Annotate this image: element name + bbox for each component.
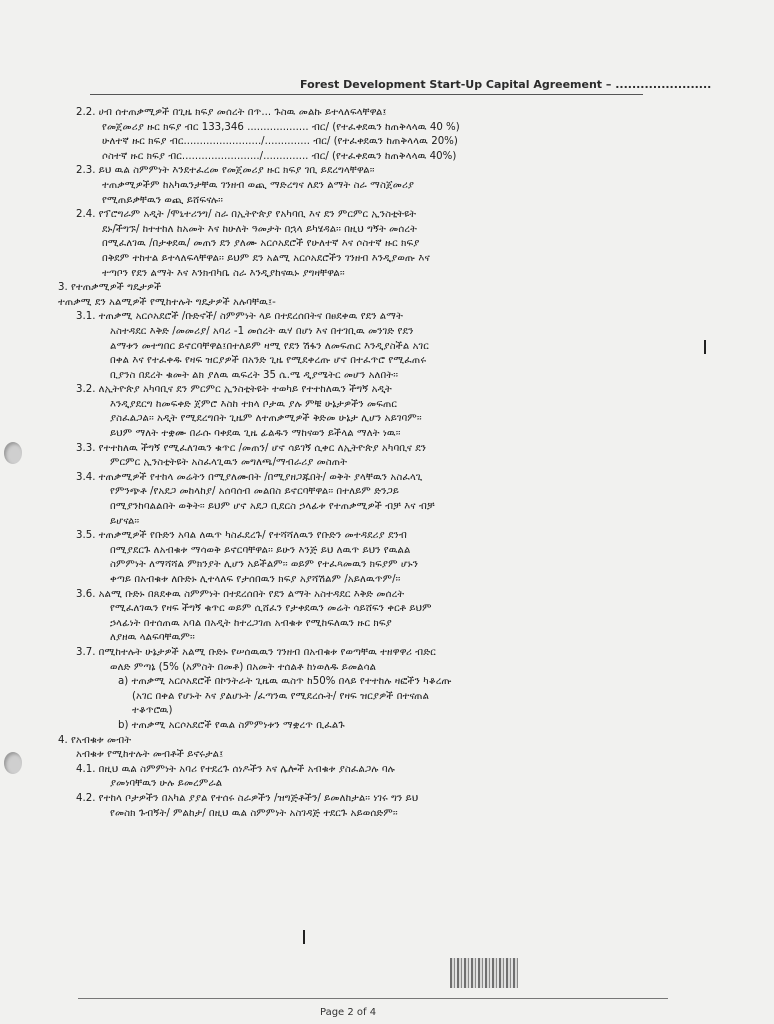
body-line: በሚያደርጉ ለአብቁቱ ማሳወቅ ይኖርባቸዋል፡፡ ይሁን እንጅ ይህ ለዉጥ ይህን የዉልል bbox=[110, 544, 411, 556]
page-number: Page 2 of 4 bbox=[320, 1007, 377, 1018]
body-line: አብቁቱ የሚከተሉት መብቶች ይኖሩታል፤ bbox=[76, 749, 224, 761]
agreement-body bbox=[58, 106, 656, 821]
header-divider bbox=[90, 94, 643, 95]
body-line: ለያዘዉ ላልፍባቸዉም፡፡ bbox=[110, 632, 195, 644]
body-line: ኃላፊነት በተሰጠዉ አባል በአዲት ከተረጋገጠ አብቁቱ የሚከፍለዉን ዙር ክፍያ bbox=[110, 617, 392, 629]
body-line: አስተዳደር እቅድ /መመሪያ/ አባሪ -1 መሰረት ዉሃ በሆነ እና በተገቢዉ መንገድ የደን bbox=[110, 325, 414, 337]
body-line: ሶስተኛ ዙር ክፍያ ብር......................../.............. ብር/ (የተፈቀደዉን ከጠቅላላዉ 40%) bbox=[102, 150, 457, 162]
body-line: ሁለተኛ ዙር ክፍያ ብር......................../.............. ብር/ (የተፈቀደዉን ከጠቅላላዉ 20%) bbox=[102, 136, 458, 148]
body-line: ተጣቦን የደን ልማት እና እንክብካቤ ስራ እንዲያከናዉኑ ያግዛቸዋል፡፡ bbox=[102, 267, 345, 279]
body-line: 3.5. ተጠቃሚዎች የቡድን አባል ለዉጥ ካስፈደረጉ/ የተሻሻለዉን የቡድን መተዳደሪያ ደንብ bbox=[76, 530, 407, 542]
body-line: በቀል እና የተፈቀዱ የዛፍ ዝርያዎች በአንድ ጊዜ የሚደቀረጡ ሆኖ በተፈጥሮ የሚፈጠሩ bbox=[110, 355, 427, 367]
body-line: ወለድ ምጣኔ (5% (አምስት በመቶ) በአመት ተሰልቶ ከነወለዱ ይመልሳል bbox=[110, 661, 377, 673]
body-line: ተጠቃሚ ደን አልሚዎች የሚከተሉት ግዴታዎች አሉባቸዉ፤- bbox=[58, 296, 276, 308]
page-header-title: Forest Development Start-Up Capital Agreement – ....................... bbox=[300, 78, 712, 91]
body-line: ያመነባቸዉን ሁሉ ይመረምራል bbox=[110, 778, 223, 790]
margin-mark bbox=[704, 340, 706, 354]
body-line: a) ተጠቃሚ አርሶአደሮች በኮንትራት ጊዜዉ ዉስጥ ከ50% በላይ የተተከሉ ዛፎችን ካቆረጡ bbox=[118, 676, 452, 688]
body-line: ደኑ/ችግኙ/ ከተተከለ ከአመት እና ከሁለት ዓመታት በኋላ ይካሄዳል፡፡ በዚህ ግኝት መሰረት bbox=[102, 223, 417, 235]
body-line: ልማቱን መተግበር ይኖርባቸዋል፤በተለይም ዛሚ የደን ሽፋን ለመፍጠር እንዲያስችል አገር bbox=[110, 340, 429, 352]
punch-hole-bottom bbox=[4, 752, 22, 774]
body-line: (አገር በቀል የሆኑት እና ያልሆኑት /ፈጣንዉ የሚደረሱት/ የዛፍ ዝርያዎች በተናጠል bbox=[132, 690, 430, 702]
body-line: የሚፈለገዉን የዛፍ ችግኝ ቁጥር ወይም ሲሸፈን የታቀደዉን መሬት ሳይሸፍን ቀርቶ ይህም bbox=[110, 603, 432, 615]
body-line: በሚያንከባልልበት ወቅት፡፡ ይህም ሆኖ አደጋ ቢደርስ ኃላፊቱ የተጠቃሚዎች ብቻ እና ብቻ bbox=[110, 501, 435, 513]
body-line: ይሆናል፡፡ bbox=[110, 515, 140, 527]
body-line: ተጠቃሚዎችም ከአካዉንታቸዉ ገንዘብ ወጪ ማድረግና ለደን ልማት ስራ ማስጀመሪያ bbox=[102, 179, 415, 191]
footer-divider bbox=[78, 998, 668, 999]
punch-hole-top bbox=[4, 442, 22, 464]
body-line: የመስክ ጉብኝት/ ምልከታ/ በዚህ ዉል ስምምነት አስገዳጅ ተደርጉ አይወሰድም፡፡ bbox=[110, 807, 398, 819]
body-line: የሚጠይቃቸዉን ወጪ ይሸፍናሉ፡፡ bbox=[102, 194, 223, 206]
body-line: የምንጭቶ /የአደጋ መከላከያ/ አሰባሰብ መልበስ ይኖርባቸዋል፡፡ በተለይም ድንጋይ bbox=[110, 486, 400, 498]
body-line: ይህም ማለት ተቋሙ በራሱ ባቀደዉ ጊዜ ፊልዱን ማከናወን ይችላል ማለት ነዉ፡፡ bbox=[110, 428, 401, 440]
body-line: ተቆጥሮዉ) bbox=[132, 705, 173, 717]
body-line: 2.4. የፕሮግራም አዲት /ሞኒተሪንግ/ ስራ በኢትዮጵያ የአካባቢ እና ደን ምርምር ኢንስቲትዩት bbox=[76, 209, 417, 221]
body-line: ስምምነት ለማሻሻል ምክንያት ሊሆን አይችልም፡፡ ወይም የተፈጻመዉን ክፍያም ሆኑን bbox=[110, 559, 419, 571]
body-line: 2.3. ይህ ዉል ስምምነት እንደተፈረመ የመጀመሪያ ዙር ክፍያ ገቢ ይደረግላቸዋል፡፡ bbox=[76, 165, 375, 177]
body-line: 3.1. ተጠቃሚ አርሶአደሮች /ቡድኖች/ ስምምነት ላይ በተደረሰበትና በፀደቀዉ የደን ልማት bbox=[76, 311, 403, 323]
body-line: ያስፈልጋል፡፡ አዲት የሚደረግበት ጊዜም ለተጠቃሚዎች ቅድመ ሁኔታ ሊሆን አይገባም፡፡ bbox=[110, 413, 422, 425]
margin-mark bbox=[303, 930, 305, 944]
body-line: 2.2. ሀብ ሰተጠቃሚዎች በጊዜ ክፍያ መሰረት በጥ... ጉስዉ መልኩ ይተላለፍላቸዋል፤ bbox=[76, 107, 387, 118]
body-line: ቀጣይ በአብቁቱ ለቡድኑ ሊተላለፍ የታሰበዉን ክፍያ አያሻሽልም /አይለዉጥም/፡፡ bbox=[110, 574, 401, 585]
body-line: 3.3. የተተከለዉ ችግኝ የሚፈለገዉን ቁጥር /መጠን/ ሆኖ ሳይገኝ ሲቀር ለኢትዮጵያ አካባቢና ደን bbox=[76, 442, 427, 454]
body-line: በሚፈለገዉ /በታቀደዉ/ መጠን ደን ያለሙ አርሶአደሮች የሁለተኛ እና ሶስተኛ ዙር ክፍያ bbox=[102, 238, 420, 250]
stamp-image bbox=[450, 958, 518, 988]
body-line: በቅደም ተከተል ይተላለፍላቸዋል፡፡ ይህም ደን አልሚ አርሶአደሮችን ገንዘብ እንዲያወጡ እና bbox=[102, 252, 430, 264]
body-line: 3. የተጠቃሚዎች ግዴታዎች bbox=[58, 282, 162, 294]
body-line: b) ተጠቃሚ አርሶአደሮች የዉል ስምምነቱን ማቋረጥ ቢፈልጉ bbox=[118, 719, 345, 731]
body-line: 3.2. ለኢትዮጵያ አካባቢና ደን ምርምር ኢንስቲትዩት ተወካይ የተተከለዉን ችግኝ አዲት bbox=[76, 384, 392, 396]
body-line: ምርምር ኢንስቲትዩት አስፈላጊዉን መግለጫ/ማብራሪያ መስጠት bbox=[110, 457, 348, 469]
body-line: 4.1. በዚህ ዉል ስምምነት አባሪ የተደረጉ ሰነዶችን እና ሌሎች አብቁቱ ያስፈልጋሉ ባሉ bbox=[76, 763, 395, 775]
body-line: እንዲያደርግ ከመፍቀድ ጀምሮ እስከ ተክላ ቦታዉ ያሉ ምቹ ሁኔታዎችን መፍጠር bbox=[110, 398, 398, 410]
body-line: የመጀመሪያ ዙር ክፍያ ብር 133,346 ................... ብር/ (የተፈቀደዉን ከጠቅላላዉ 40 %) bbox=[102, 121, 460, 133]
body-line: 4. የአብቁቱ መብት bbox=[58, 734, 132, 746]
body-line: 4.2. የተከላ ቦታዎችን በአካል ያያል የተሰሩ ስራዎችን /ዝግጅቶችን/ ይመለከታል፡፡ ነገሩ ግን ይህ bbox=[76, 792, 419, 804]
body-line: 3.6. አልሚ ቡድኑ በጸደቀዉ ስምምነት በተደረሰበት የደን ልማት አስተዳደር እቅድ መሰረት bbox=[76, 588, 405, 600]
body-line: 3.4. ተጠቃሚዎች የተከላ መሬትን በሚያለሙበት /በሚያዘጋጁበት/ ወቅት ያላቸዉን አስፈላጊ bbox=[76, 471, 423, 483]
body-line: ቢያንስ በደረት ቁመት ልክ ያለዉ ዉፍረት 35 ሴ.ሜ ዲያሜትር መሆን አለበት፡፡ bbox=[110, 369, 399, 381]
body-line: 3.7. በሚከተሉት ሁኔታዎች አልሚ ቡድኑ የሠሰዉዉን ገንዘብ በአብቁቱ የወጣቸዉ ተዘዋዋሪ ብድር bbox=[76, 646, 436, 658]
